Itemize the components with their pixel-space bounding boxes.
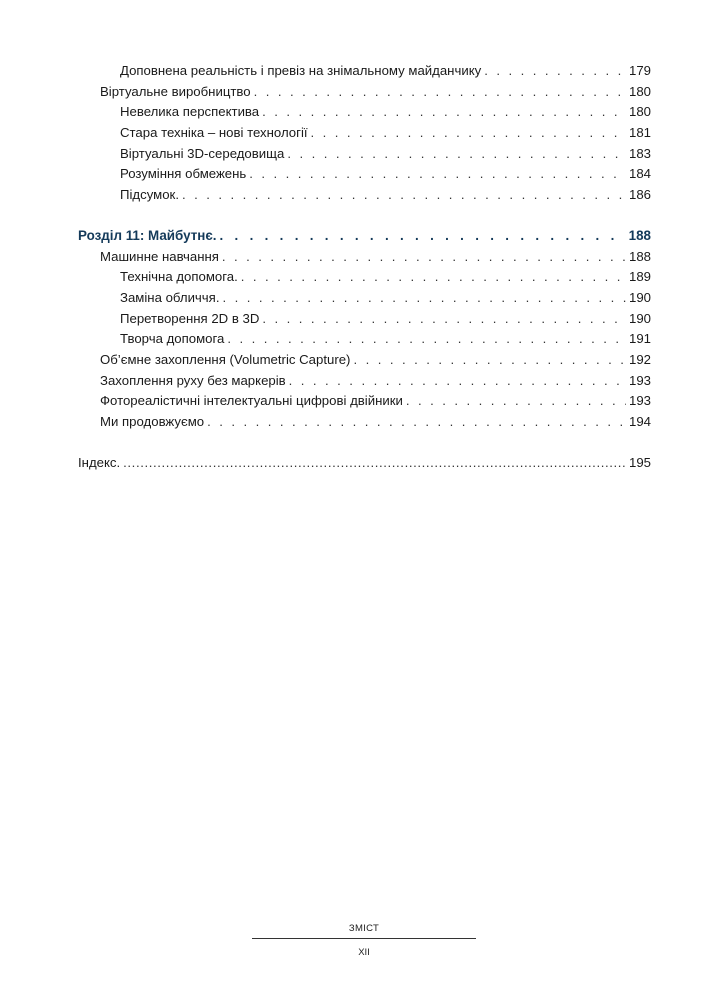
toc-entry-page: 179 xyxy=(628,63,651,78)
toc-entry[interactable] xyxy=(78,185,651,206)
toc-entry-page: 188 xyxy=(628,248,651,264)
dot-leader xyxy=(220,226,626,247)
toc-entry-title: Невелика перспектива xyxy=(120,104,260,120)
table-of-contents xyxy=(78,61,651,473)
dot-leader xyxy=(311,123,626,144)
dot-leader xyxy=(254,82,626,103)
toc-entry-page: 190 xyxy=(628,289,651,305)
toc-entry-page: 181 xyxy=(628,125,651,141)
toc-entry-page: 180 xyxy=(628,104,651,120)
index-page: 195 xyxy=(628,454,651,470)
toc-entry-page: 192 xyxy=(628,351,651,367)
spacer xyxy=(78,206,651,226)
dot-leader xyxy=(289,371,626,392)
toc-entry-title: Творча допомога xyxy=(120,331,225,347)
footer-page-number: XII xyxy=(358,947,370,958)
toc-chapter-heading[interactable] xyxy=(78,226,651,247)
dot-leader xyxy=(123,453,626,474)
toc-entry[interactable] xyxy=(78,391,651,412)
toc-entry-page: 193 xyxy=(628,372,651,388)
spacer xyxy=(78,433,651,453)
toc-entry-page: 190 xyxy=(628,310,651,326)
toc-entry-page: 191 xyxy=(628,331,651,347)
toc-entry-title: Об’ємне захоплення (Volumetric Capture) xyxy=(100,351,351,367)
dot-leader xyxy=(262,309,626,330)
toc-entry[interactable] xyxy=(78,144,651,165)
toc-entry-title: Машинне навчання xyxy=(100,248,219,264)
toc-entry-title: Розуміння обмежень xyxy=(120,166,247,182)
toc-entry[interactable] xyxy=(78,82,651,103)
dot-leader xyxy=(207,412,626,433)
toc-entry-page: 186 xyxy=(628,187,651,203)
toc-entry-page: 193 xyxy=(628,393,651,409)
toc-entry-title: Заміна обличчя. xyxy=(120,289,220,305)
index-title: Індекс. xyxy=(78,454,121,470)
toc-entry-title: Стара техніка – нові технології xyxy=(120,125,308,141)
dot-leader xyxy=(484,61,626,82)
page-footer xyxy=(252,922,476,959)
toc-entry[interactable] xyxy=(78,309,651,330)
toc-entry[interactable] xyxy=(78,61,651,82)
chapter-title: Розділ 11: Майбутнє. xyxy=(78,227,217,243)
toc-entry-page: 180 xyxy=(628,83,651,99)
toc-entry[interactable] xyxy=(78,123,651,144)
toc-entry-title: Перетворення 2D в 3D xyxy=(120,310,260,326)
toc-entry-title: Фотореалістичні інтелектуальні цифрові двійники xyxy=(100,393,403,409)
toc-entry[interactable] xyxy=(78,350,651,371)
dot-leader xyxy=(249,164,626,185)
toc-entry-page: 194 xyxy=(628,414,651,429)
dot-leader xyxy=(222,288,626,309)
toc-entry-page: 184 xyxy=(628,166,651,182)
chapter-page: 188 xyxy=(628,227,651,243)
toc-entry[interactable] xyxy=(78,164,651,185)
toc-entry-title: Технічна допомога. xyxy=(120,269,238,285)
dot-leader xyxy=(227,329,626,350)
footer-divider xyxy=(252,938,476,939)
dot-leader xyxy=(287,144,626,165)
toc-entry[interactable] xyxy=(78,412,651,433)
toc-entry-title: Доповнена реальність і превіз на знімальному майданчику xyxy=(120,63,482,78)
toc-entry-page: 189 xyxy=(628,269,651,285)
dot-leader xyxy=(262,102,626,123)
toc-entry-title: Віртуальні 3D-середовища xyxy=(120,145,285,161)
footer-section-label: ЗМІСТ xyxy=(348,923,380,934)
toc-entry-title: Ми продовжуємо xyxy=(100,414,205,429)
toc-entry[interactable] xyxy=(78,102,651,123)
toc-entry[interactable] xyxy=(78,288,651,309)
dot-leader xyxy=(241,267,626,288)
dot-leader xyxy=(353,350,626,371)
dot-leader xyxy=(222,247,626,268)
toc-entry[interactable] xyxy=(78,267,651,288)
toc-entry-title: Віртуальне виробництво xyxy=(100,83,251,99)
dot-leader xyxy=(406,391,626,412)
dot-leader xyxy=(182,185,626,206)
toc-index-entry[interactable] xyxy=(78,453,651,474)
toc-entry-title: Захоплення руху без маркерів xyxy=(100,372,286,388)
toc-entry-page: 183 xyxy=(628,145,651,161)
toc-entry[interactable] xyxy=(78,247,651,268)
toc-entry[interactable] xyxy=(78,371,651,392)
toc-entry[interactable] xyxy=(78,329,651,350)
toc-entry-title: Підсумок. xyxy=(120,187,179,203)
